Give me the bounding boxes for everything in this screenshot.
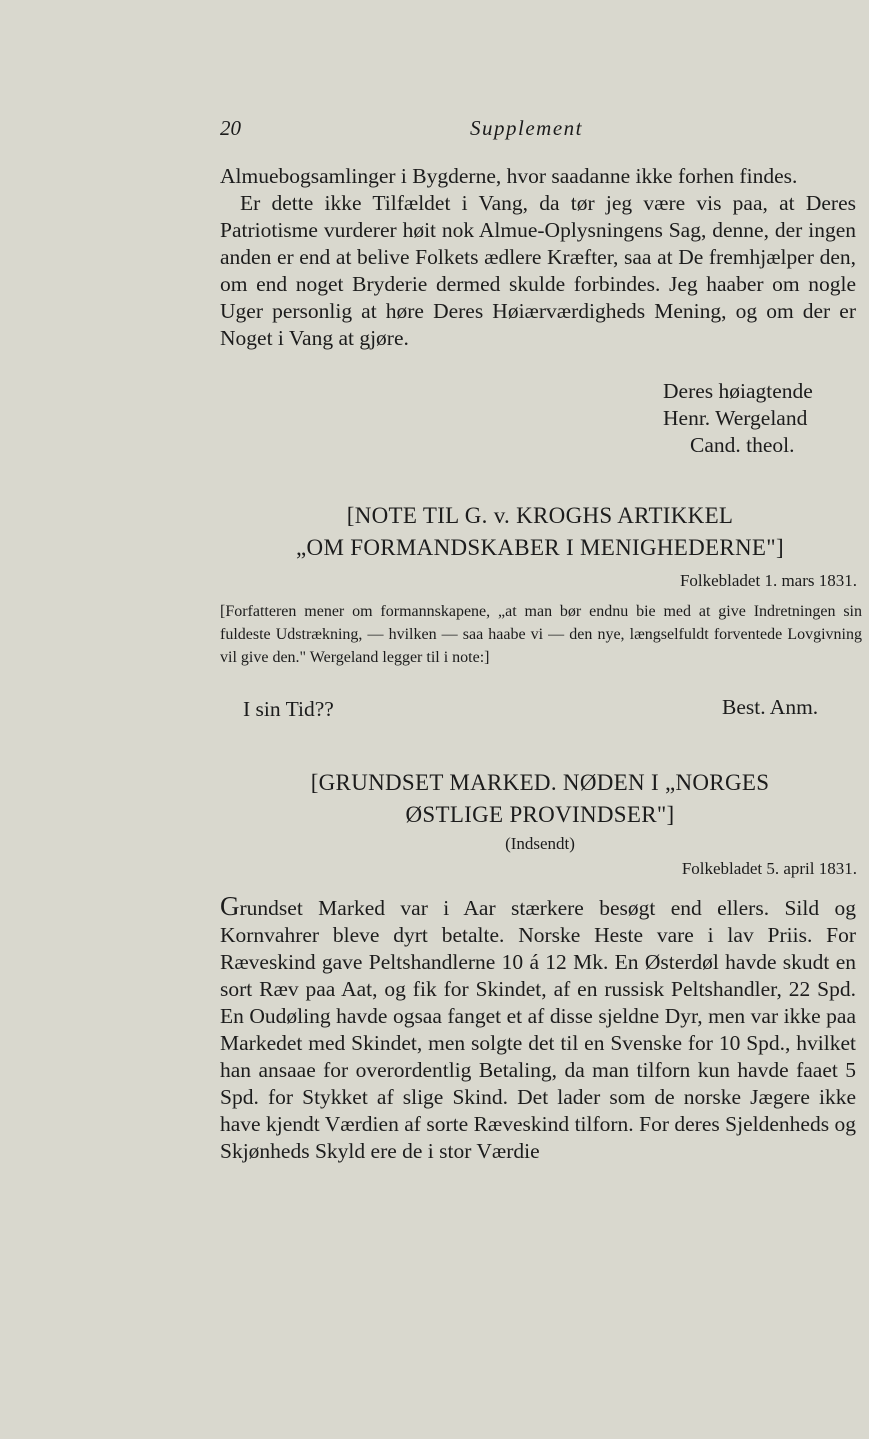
source-citation: Folkebladet 1. mars 1831.: [679, 571, 857, 590]
running-title: Supplement: [470, 116, 583, 140]
article-body: rundset Marked var i Aar stærkere besøgt end ellers. Sild og Kornvahrer bleve dyrt betalte. Norske Heste vare i lav Priis. For Ræveskind gave Peltshandlerne 10 á 12 Mk. En Østerdøl havde skudt en sort Ræv paa Aat, og fik for Skindet, af en russisk Peltshandler, 22 Spd. En Oudøling havde ogsaa fanget et af disse sjeldne Dyr, men var ikke paa Markedet med Skindet, men solgte det til en Svenske for 10 Spd., hvilket han ansaae for overordentlig Betaling, da man tilforn kun havde faaet 5 Spd. for Stykket af slige Skind. Det lader som de norske Jægere ikke have kjendt Værdien af sorte Ræveskind tilforn. For deres Sjeldenheds og Skjønheds Skyld ere de i stor Værdie: [220, 896, 856, 1163]
note-text: I sin Tid??: [243, 697, 334, 721]
section-title-line: [GRUNDSET MARKED. NØDEN I „NORGES: [310, 770, 770, 795]
section-title-market: [220, 767, 860, 831]
letter-text: [220, 163, 856, 352]
letter-signature-title: Cand. theol.: [690, 433, 795, 457]
drop-cap: G: [220, 891, 240, 921]
letter-signature-name: Henr. Wergeland: [663, 406, 808, 430]
letter-continuation: Almuebogsamlinger i Bygderne, hvor saadanne ikke forhen findes.: [220, 164, 798, 188]
note-signature: Best. Anm.: [722, 695, 819, 719]
page-number: 20: [220, 116, 241, 140]
article-text: [220, 893, 856, 1165]
page-header: [220, 116, 860, 146]
letter-closing: Deres høiagtende: [663, 379, 813, 403]
section-title-line: ØSTLIGE PROVINDSER"]: [405, 802, 675, 827]
section-title-note: [220, 500, 860, 564]
section-subtitle: (Indsendt): [505, 834, 575, 853]
section-title-line: „OM FORMANDSKABER I MENIGHEDERNE"]: [296, 535, 784, 560]
source-citation: Folkebladet 5. april 1831.: [681, 859, 857, 878]
section-title-line: [NOTE TIL G. v. KROGHS ARTIKKEL: [346, 503, 734, 528]
letter-paragraph: Er dette ikke Tilfældet i Vang, da tør jeg være vis paa, at Deres Patriotisme vurderer høit nok Almue-Oplysningens Sag, denne, der ingen anden er end at belive Folkets ædlere Kræfter, saa at De fremhjælper den, om end noget Bryderie dermed skulde forbindes. Jeg haaber om nogle Uger personlig at høre Deres Høiærværdigheds Mening, og om der er Noget i Vang at gjøre.: [220, 191, 856, 350]
editorial-note: [Forfatteren mener om formannskapene, „at man bør endnu bie med at give Indretningen sin fuldeste Udstrækning, — hvilken — saa haabe vi — den nye, længselfuldt forventede Lovgivning vil give den." Wergeland legger til i note:]: [220, 603, 862, 666]
